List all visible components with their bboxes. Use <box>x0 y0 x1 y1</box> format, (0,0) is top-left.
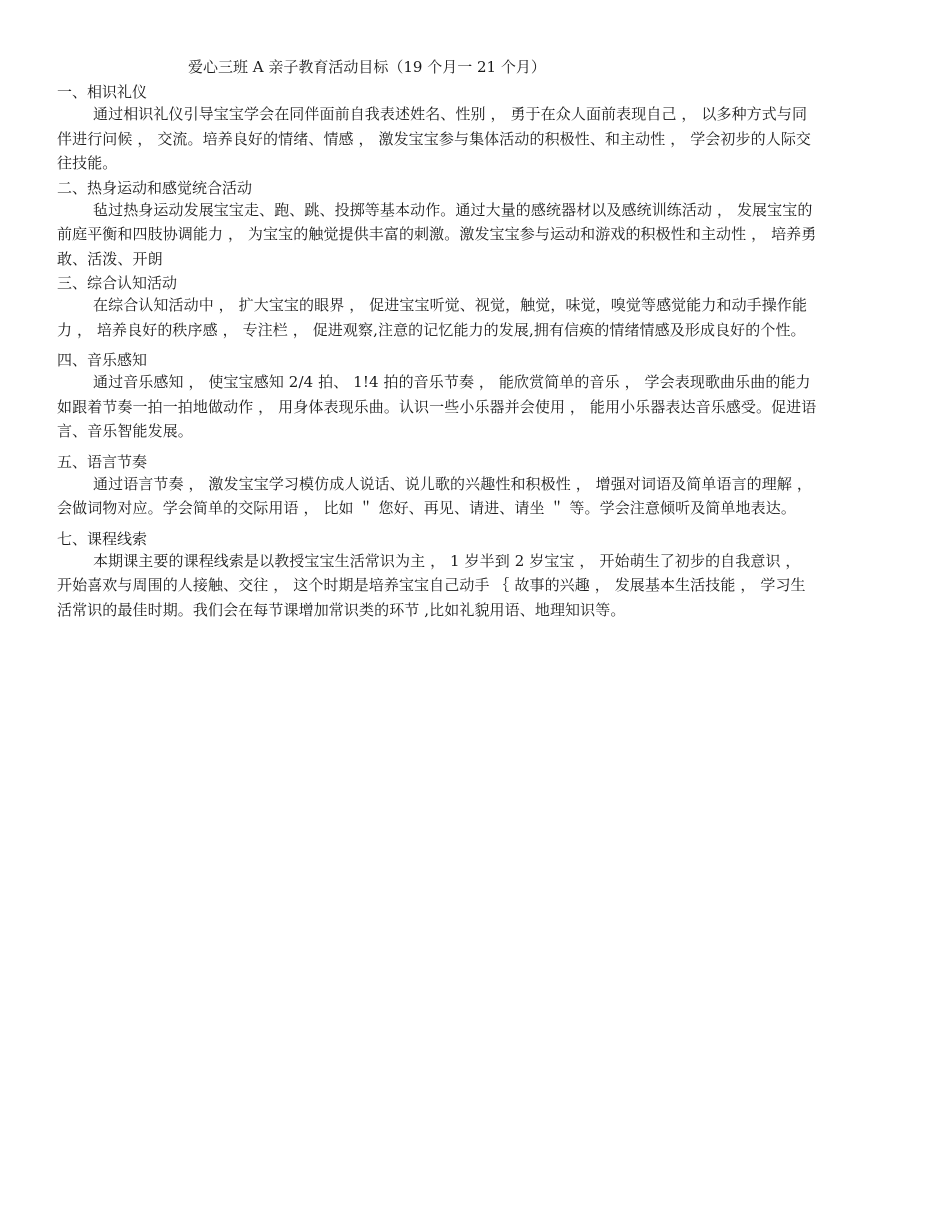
document-content <box>57 82 817 630</box>
section-music <box>57 350 817 444</box>
section-paragraph: 在综合认知活动中 ， 扩大宝宝的眼界 ， 促进宝宝听觉、视觉，触觉，味觉，嗅觉等感觉能力和动手操作能力 ， 培养良好的秩序感 ， 专注栏 ， 促进观察,注意的记忆能力的发展,拥有信痪的情绪情感及形成良好的个性。 <box>57 296 808 339</box>
section-etiquette <box>57 82 817 176</box>
section-warmup-sensory <box>57 178 817 272</box>
section-paragraph: 本期课主要的课程线索是以教授宝宝生活常识为主 ， 1 岁半到 2 岁宝宝 ， 开始萌生了初步的自我意识 ， 开始喜欢与周围的人接触、交往 ， 这个时期是培养宝宝自己动手 ｛ 故事的兴趣 ， 发展基本生活技能 ， 学习生活常识的最佳时期。我们会在每节课增加常识类的环节 ,比如礼貌用语、地理知识等。 <box>57 551 806 619</box>
section-paragraph: 通过相识礼仪引导宝宝学会在同伴面前自我表述姓名、性别 ， 勇于在众人面前表现自己 ， 以多种方式与同伴进行问候 ， 交流。培养良好的情绪、情感 ， 激发宝宝参与集体活动的积极性、和主动性 ， 学会初步的人际交往技能。 <box>57 105 812 172</box>
section-heading: 三、综合认知活动 <box>57 274 178 292</box>
section-heading: 二、热身运动和感觉统合活动 <box>57 178 253 197</box>
section-cognition <box>57 273 817 342</box>
section-heading: 四、音乐感知 <box>57 351 148 369</box>
section-heading: 五、语言节奏 <box>57 452 148 471</box>
section-curriculum <box>57 529 817 623</box>
section-paragraph: 通过语言节奏 ， 激发宝宝学习模仿成人说话、说儿歌的兴趣性和积极性 ， 增强对词语及简单语言的理解 ， 会做词物对应。学会简单的交际用语 ， 比如 ＂ 您好、再见、请进、请坐 ＂ 等。学会注意倾听及简单地表达。 <box>57 474 812 517</box>
section-heading: 七、课程线索 <box>57 529 148 548</box>
document-title: 爱心三班 A 亲子教育活动目标（19 个月一 21 个月） <box>188 58 546 76</box>
section-language <box>57 452 817 521</box>
section-heading: 一、相识礼仪 <box>57 83 148 101</box>
section-paragraph: 毡过热身运动发展宝宝走、跑、跳、投掷等基本动作。通过大量的感统器材以及感统训练活动 ， 发展宝宝的前庭平衡和四肢协调能力 ， 为宝宝的触觉提供丰富的刺激。激发宝宝参与运动和游戏的积极性和主动性 ， 培养勇敢、活泼、开朗 <box>57 200 817 268</box>
section-paragraph: 通过音乐感知 ， 使宝宝感知 2/4 拍、 1!4 拍的音乐节奏 ， 能欣赏简单的音乐 ， 学会表现歌曲乐曲的能力如跟着节奏一拍一拍地做动作 ， 用身体表现乐曲。认识一些小乐器并会使用 ， 能用小乐器表达音乐感受。促进语言、音乐智能发展。 <box>57 373 817 440</box>
